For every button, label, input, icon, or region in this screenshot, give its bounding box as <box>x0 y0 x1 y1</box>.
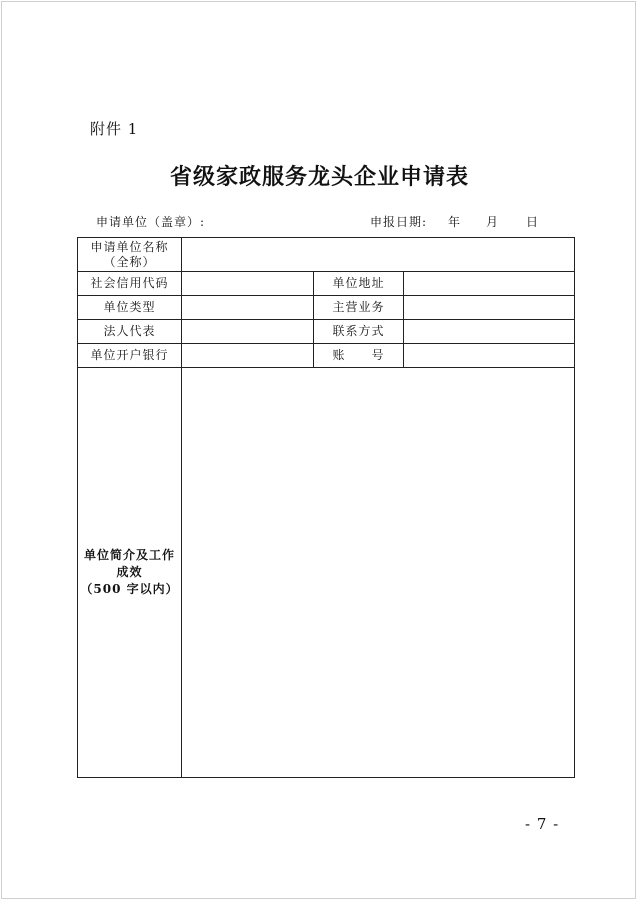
date-year-label: 年 <box>448 215 462 229</box>
intro-label-line1: 单位简介及工作 <box>83 548 175 562</box>
intro-label <box>78 368 182 778</box>
table-row <box>78 320 575 344</box>
applicant-label: 申请单位（盖章）: <box>96 215 206 229</box>
unit-type-label: 单位类型 <box>78 296 182 320</box>
unit-name-label-line2: （全称） <box>103 254 156 269</box>
table-row <box>78 238 575 272</box>
unit-name-label <box>78 238 182 272</box>
date-month-label: 月 <box>486 215 500 229</box>
date-label: 申报日期: <box>370 215 428 229</box>
application-form-table <box>77 237 575 778</box>
date-field <box>370 213 539 230</box>
bank-label: 单位开户银行 <box>78 344 182 368</box>
contact-label: 联系方式 <box>314 320 404 344</box>
contact-field[interactable] <box>404 320 575 344</box>
intro-label-line2: 成效 <box>116 565 143 579</box>
account-field[interactable] <box>404 344 575 368</box>
credit-code-field[interactable] <box>182 272 314 296</box>
intro-label-line3: （500 字以内） <box>80 582 179 596</box>
legal-rep-label: 法人代表 <box>78 320 182 344</box>
bank-field[interactable] <box>182 344 314 368</box>
intro-field[interactable] <box>182 368 575 778</box>
page-number: - 7 - <box>525 815 560 833</box>
unit-name-label-line1: 申请单位名称 <box>90 239 169 254</box>
address-label: 单位地址 <box>314 272 404 296</box>
credit-code-label: 社会信用代码 <box>78 272 182 296</box>
date-day-label: 日 <box>526 215 540 229</box>
attachment-label: 附件 1 <box>90 120 139 138</box>
main-business-field[interactable] <box>404 296 575 320</box>
table-row <box>78 272 575 296</box>
table-row <box>78 368 575 778</box>
unit-type-field[interactable] <box>182 296 314 320</box>
table-row <box>78 296 575 320</box>
account-label: 账 号 <box>314 344 404 368</box>
main-business-label: 主营业务 <box>314 296 404 320</box>
unit-name-field[interactable] <box>182 238 575 272</box>
address-field[interactable] <box>404 272 575 296</box>
form-title: 省级家政服务龙头企业申请表 <box>169 164 469 190</box>
table-row <box>78 344 575 368</box>
legal-rep-field[interactable] <box>182 320 314 344</box>
